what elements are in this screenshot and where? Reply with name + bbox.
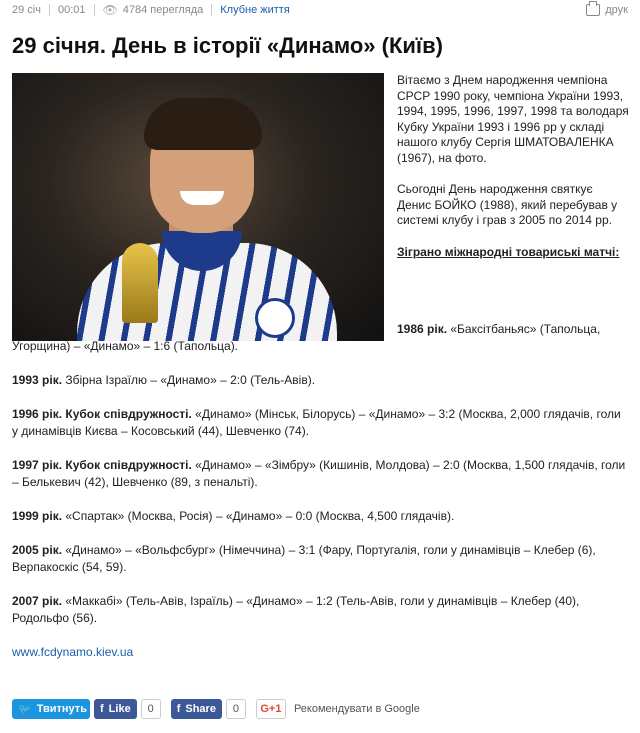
match-item: 1996 рік. Кубок співдружності. «Динамо» (Мінськ, Білорусь) – «Динамо» – 3:2 (Москва, 2,000 глядачів, голи у динамівців Києва – Косовський (44), Шевченко (74).	[12, 407, 621, 438]
like-count: 0	[141, 699, 161, 719]
google-recommend-label: Рекомендувати в Google	[293, 703, 420, 715]
birthday-paragraph-2: Сьогодні День народження святкує Денис БОЙКО (1988), який перебував у системі клубу і грав з 2005 по 2014 рр.	[397, 182, 618, 227]
match-item: 2005 рік. «Динамо» – «Вольфсбург» (Німеччина) – 3:1 (Фару, Португалія, голи у динамівців – Клебер (6), Верпакоскіс (54, 59).	[12, 543, 596, 574]
share-count: 0	[226, 699, 246, 719]
match-item: 1997 рік. Кубок співдружності. «Динамо» – «Зімбру» (Кишинів, Молдова) – 2:0 (Москва, 1,500 глядачів, голи – Белькевич (42), Шевченко (89, з пенальті).	[12, 458, 626, 489]
page-title: 29 січня. День в історії «Динамо» (Київ)	[12, 33, 443, 58]
tweet-button[interactable]: 🐦 Твитнуть	[12, 699, 90, 719]
facebook-icon: f	[176, 703, 181, 715]
article-date: 29 січ	[12, 4, 41, 16]
social-bar	[12, 699, 420, 719]
source-link[interactable]: www.fcdynamo.kiev.ua	[12, 645, 134, 659]
article-photo	[12, 73, 384, 341]
view-count: 4784 перегляда	[122, 4, 204, 16]
matches-heading: Зіграно міжнародні товариські матчі:	[397, 244, 620, 259]
print-button[interactable]	[586, 4, 628, 16]
google-plus-button[interactable]: G+1	[256, 699, 286, 719]
match-item: 1999 рік. «Спартак» (Москва, Росія) – «Динамо» – 0:0 (Москва, 4,500 глядачів).	[12, 509, 455, 523]
twitter-icon: 🐦	[18, 703, 32, 716]
side-text	[397, 73, 629, 276]
facebook-icon: f	[100, 703, 104, 715]
match-item: 1986 рік. «Баксітбаньяс» (Тапольца, Угорщина) – «Динамо» – 1:6 (Тапольца).	[12, 322, 601, 353]
category-link[interactable]: Клубне життя	[220, 4, 290, 16]
facebook-like-button[interactable]: f Like	[94, 699, 137, 719]
printer-icon	[586, 4, 600, 16]
divider	[49, 4, 50, 16]
article-time: 00:01	[57, 4, 86, 16]
divider	[94, 4, 95, 16]
birthday-paragraph: Вітаємо з Днем народження чемпіона СРСР 1990 року, чемпіона України 1993, 1994, 1995, 1996, 1997, 1998 та володаря Кубку України 1993 і 1996 рр у складі нашого клубу Сергія ШМАТОВАЛЕНКА (1967), на фото.	[397, 73, 629, 165]
match-item: 1993 рік. Збірна Ізраїлю – «Динамо» – 2:0 (Тель-Авів).	[12, 373, 316, 387]
print-label: друк	[605, 4, 628, 16]
eye-icon: 👁	[102, 3, 118, 17]
facebook-share-button[interactable]: f Share	[171, 699, 222, 719]
divider	[211, 4, 212, 16]
match-item: 2007 рік. «Маккабі» (Тель-Авів, Ізраїль) – «Динамо» – 1:2 (Тель-Авів, голи у динамівців – Клебер (40), Родольфо (56).	[12, 594, 580, 625]
article-body	[12, 321, 628, 678]
article-meta	[12, 0, 628, 20]
trophy	[122, 243, 158, 323]
